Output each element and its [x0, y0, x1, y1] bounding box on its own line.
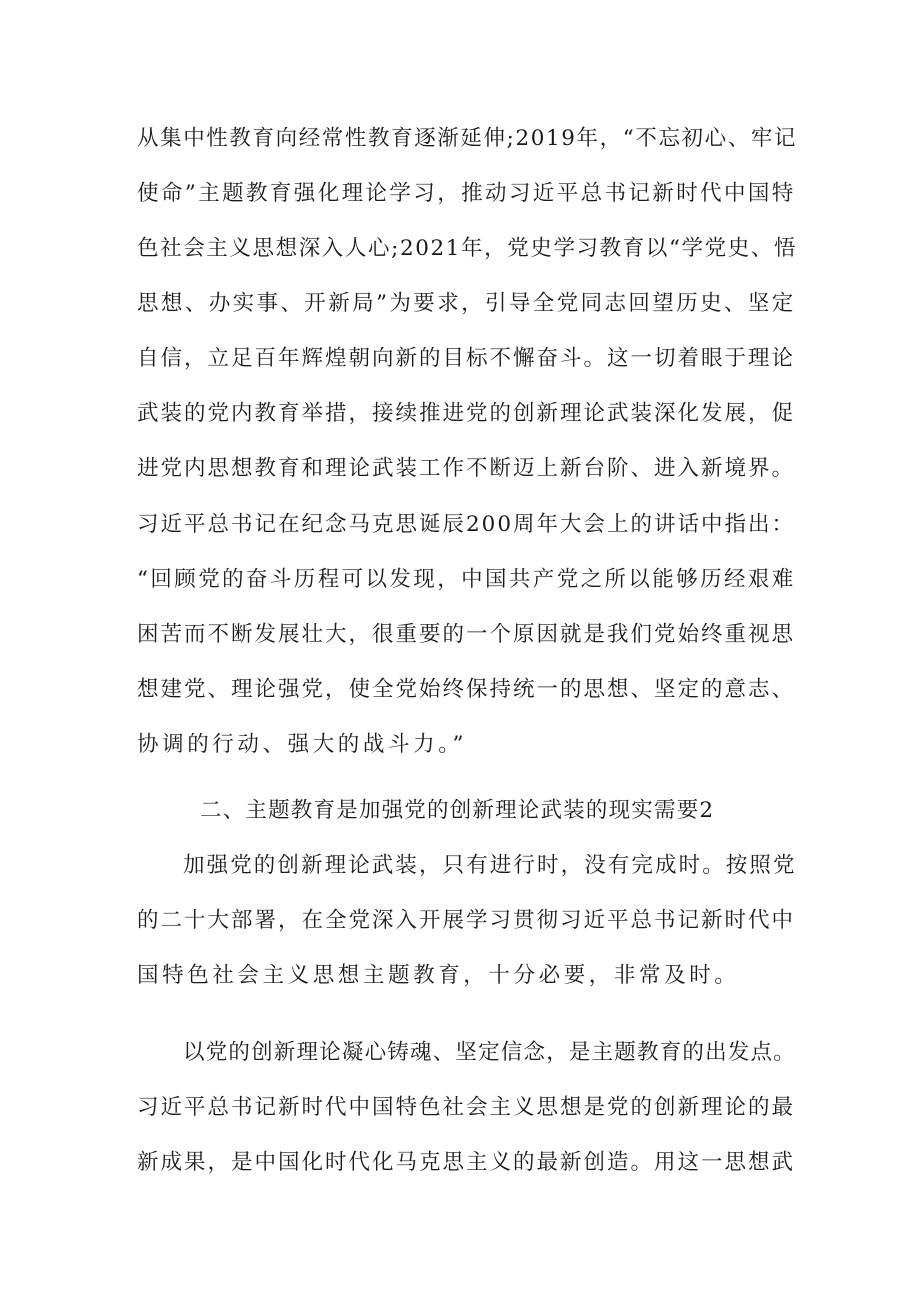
text-line: 想建党、理论强党，使全党始终保持统一的思想、坚定的意志、 [137, 677, 796, 702]
text-line: 困苦而不断发展壮大，很重要的一个原因就是我们党始终重视思 [137, 622, 796, 647]
text-line: 习近平总书记新时代中国特色社会主义思想是党的创新理论的最 [137, 1095, 796, 1120]
section-heading: 二、主题教育是加强党的创新理论武装的现实需要2 [200, 798, 715, 823]
text-line: 国特色社会主义思想主题教育，十分必要，非常及时。 [137, 963, 740, 988]
text-line: 使命”主题教育强化理论学习，推动习近平总书记新时代中国特 [137, 181, 796, 206]
text-line: 协调的行动、强大的战斗力。” [137, 732, 468, 757]
text-line: 的二十大部署，在全党深入开展学习贯彻习近平总书记新时代中 [137, 908, 796, 933]
text-line: 新成果，是中国化时代化马克思主义的最新创造。用这一思想武 [137, 1150, 796, 1175]
text-line: 以党的创新理论凝心铸魂、坚定信念，是主题教育的出发点。 [183, 1040, 796, 1065]
text-line: 进党内思想教育和理论武装工作不断迈上新台阶、进入新境界。 [137, 456, 796, 481]
text-line: 思想、办实事、开新局”为要求，引导全党同志回望历史、坚定 [137, 291, 796, 316]
text-line: “回顾党的奋斗历程可以发现，中国共产党之所以能够历经艰难 [137, 567, 796, 592]
text-line: 习近平总书记在纪念马克思诞辰200周年大会上的讲话中指出： [137, 512, 796, 537]
text-line: 色社会主义思想深入人心;2021年，党史学习教育以“学党史、悟 [137, 236, 798, 261]
text-line: 从集中性教育向经常性教育逐渐延伸;2019年，“不忘初心、牢记 [137, 126, 798, 151]
text-line: 加强党的创新理论武装，只有进行时，没有完成时。按照党 [183, 853, 797, 878]
text-line: 武装的党内教育举措，接续推进党的创新理论武装深化发展，促 [137, 401, 796, 426]
text-line: 自信，立足百年辉煌朝向新的目标不懈奋斗。这一切着眼于理论 [137, 346, 796, 371]
